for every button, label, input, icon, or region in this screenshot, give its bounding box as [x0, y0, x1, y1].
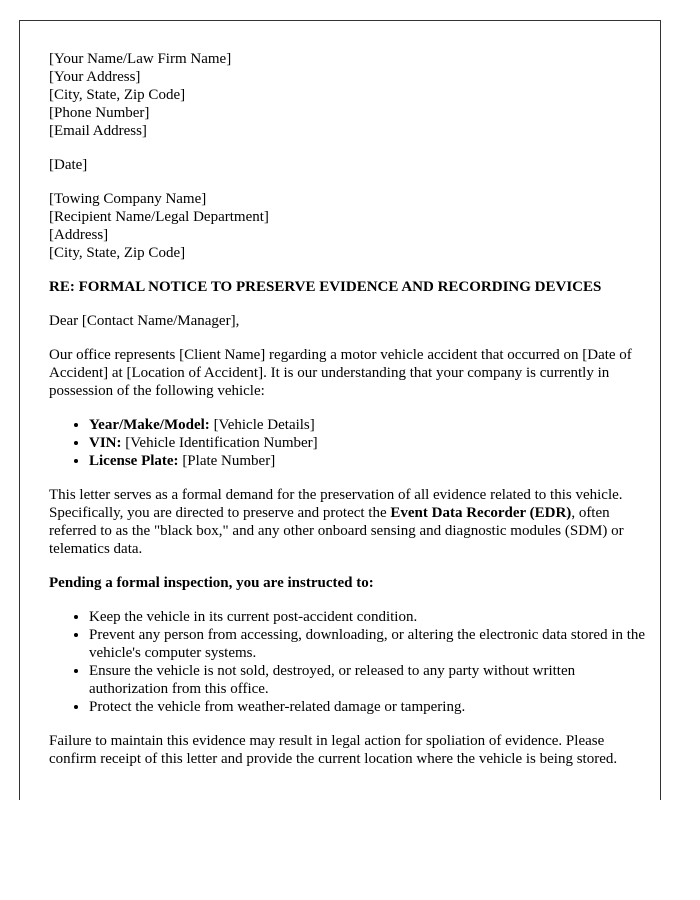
- instruction-list: [49, 608, 650, 716]
- closing-paragraph: Failure to maintain this evidence may result in legal action for spoliation of evidence. Please confirm receipt of this letter and provide the current location where the vehicle is being stored.: [49, 733, 618, 767]
- recipient-company: [Towing Company Name]: [49, 191, 207, 207]
- list-item: [89, 434, 650, 452]
- recipient-city: [City, State, Zip Code]: [49, 245, 186, 261]
- subject-line: RE: FORMAL NOTICE TO PRESERVE EVIDENCE AND RECORDING DEVICES: [49, 279, 602, 295]
- plate-value: [Plate Number]: [178, 453, 276, 469]
- demand-paragraph: [49, 486, 650, 558]
- demand-text-2: , often referred to as the "black box," and any other onboard sensing and diagnostic modules (SDM) or telematics data.: [49, 505, 624, 557]
- ymm-label: Year/Make/Model:: [89, 417, 210, 433]
- list-item: [89, 452, 650, 470]
- sender-name: [Your Name/Law Firm Name]: [49, 51, 232, 67]
- letter-page: [19, 20, 661, 800]
- recipient-block: [49, 190, 650, 262]
- recipient-name: [Recipient Name/Legal Department]: [49, 209, 269, 225]
- list-item: • Ensure the vehicle is not sold, destroyed, or released to any party without written authorization from this office.: [89, 662, 650, 698]
- list-item: [89, 416, 650, 434]
- plate-label: License Plate:: [89, 453, 179, 469]
- salutation: Dear [Contact Name/Manager],: [49, 313, 240, 329]
- intro-paragraph: Our office represents [Client Name] regarding a motor vehicle accident that occurred on [Date of Accident] at [Location of Accident]. It is our understanding that your company is currently in possession of the following vehicle:: [49, 347, 632, 399]
- date-block: [49, 156, 650, 174]
- sender-phone: [Phone Number]: [49, 105, 150, 121]
- edr-term: Event Data Recorder (EDR): [390, 505, 572, 521]
- vin-label: VIN:: [89, 435, 122, 451]
- recipient-address: [Address]: [49, 227, 109, 243]
- demand-text-1: This letter serves as a formal demand for the preservation of all evidence related to this vehicle. Specifically, you are directed to preserve and protect the: [49, 487, 623, 521]
- instruction-heading: Pending a formal inspection, you are instructed to:: [49, 575, 374, 591]
- list-item: • Keep the vehicle in its current post-accident condition.: [89, 608, 650, 626]
- letter-date: [Date]: [49, 157, 88, 173]
- sender-city: [City, State, Zip Code]: [49, 87, 186, 103]
- sender-block: [49, 50, 650, 140]
- vehicle-details-list: [49, 416, 650, 470]
- sender-address: [Your Address]: [49, 69, 141, 85]
- sender-email: [Email Address]: [49, 123, 147, 139]
- list-item: • Prevent any person from accessing, downloading, or altering the electronic data stored in the vehicle's computer systems.: [89, 626, 650, 662]
- list-item: • Protect the vehicle from weather-related damage or tampering.: [89, 698, 650, 716]
- ymm-value: [Vehicle Details]: [209, 417, 315, 433]
- vin-value: [Vehicle Identification Number]: [121, 435, 318, 451]
